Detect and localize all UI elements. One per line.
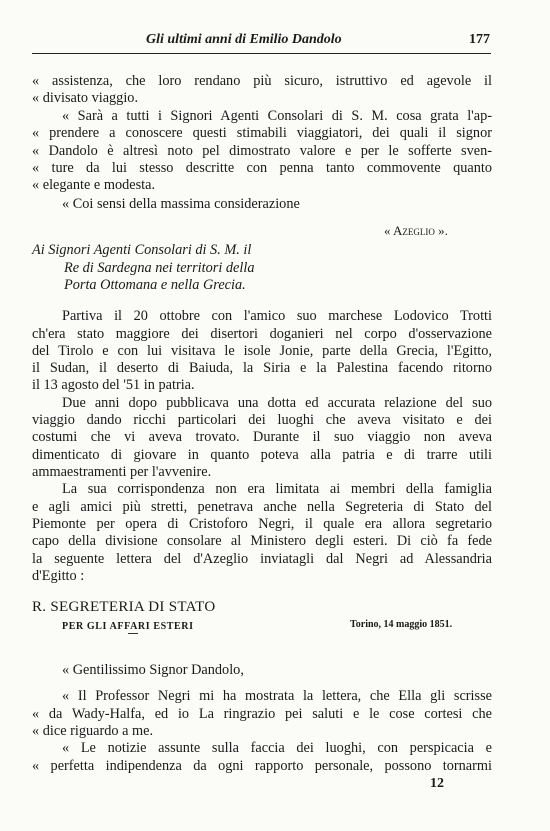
text-line: capo della divisione consolare al Ministero degli esteri. Di ciò fa fede (32, 533, 492, 549)
address-line: Re di Sardegna nei territori della (64, 260, 255, 276)
text-line: del Tirolo e con lui visitava le isole Jonie, parte della Grecia, l'Egitto, (32, 343, 492, 359)
letterhead-department: PER GLI AFFARI ESTERI (62, 621, 194, 632)
address-line: Ai Signori Agenti Consolari di S. M. il (32, 242, 252, 258)
letter-line: « perfetta indipendenza da ogni rapporto personale, possono tornarmi (32, 758, 492, 774)
text-line: la seguente lettera del d'Azeglio inviatagli dal Negri ad Alessandria (32, 551, 492, 567)
letterhead-rule (128, 633, 138, 634)
text-line: ammaestramenti per l'avvenire. (32, 464, 212, 480)
letter-line: « dice riguardo a me. (32, 723, 154, 739)
running-title: Gli ultimi anni di Emilio Dandolo (146, 32, 342, 47)
address-line: Porta Ottomana e nella Grecia. (64, 277, 246, 293)
page-number: 177 (469, 32, 490, 47)
letter-line: « da Wady-Halfa, ed io La ringrazio pei saluti e le cose cortesi che (32, 706, 492, 722)
text-line: La sua corrispondenza non era limitata ai membri della famiglia (62, 481, 492, 497)
text-line: « prendere a conoscere questi stimabili viaggiatori, dei quali il signor (32, 125, 492, 141)
text-line: « ture da lui stesso descritte con penna tanto commovente quanto (32, 160, 492, 176)
letter-line: « Il Professor Negri mi ha mostrata la lettera, che Ella gli scrisse (62, 688, 492, 704)
letter-line: « Le notizie assunte sulla faccia dei luoghi, con perspicacia e (62, 740, 492, 756)
signature-mark: 12 (430, 776, 444, 791)
text-line: Due anni dopo pubblicava una dotta ed accurata relazione del suo (62, 395, 492, 411)
letterhead-office: R. SEGRETERIA DI STATO (32, 599, 216, 615)
text-line: Partiva il 20 ottobre con l'amico suo marchese Lodovico Trotti (62, 308, 492, 324)
text-line: e agli amici più stretti, penetrava anche nella Segreteria di Stato del (32, 499, 492, 515)
header-rule (32, 53, 491, 54)
text-line: viaggio dando ricchi particolari dei luoghi che aveva visitato e dei (32, 412, 492, 428)
letter-line: « Gentilissimo Signor Dandolo, (62, 662, 244, 678)
text-line: « assistenza, che loro rendano più sicuro, istruttivo ed agevole il (32, 73, 492, 89)
text-line: « divisato viaggio. (32, 90, 139, 106)
text-line: costumi che vi aveva trovato. Durante il suo viaggio non aveva (32, 429, 492, 445)
text-line: « elegante e modesta. (32, 177, 156, 193)
text-line: « Sarà a tutti i Signori Agenti Consolari di S. M. cosa grata l'ap- (62, 108, 492, 124)
text-line: ch'era stato maggiore dei disertori doganieri nel corpo d'osservazione (32, 326, 492, 342)
text-line: « Dandolo è altresì noto pel dimostrato valore e per le sofferte sven- (32, 143, 492, 159)
signature: « Azeglio ». (384, 223, 448, 238)
running-header (32, 32, 490, 52)
letter-date: Torino, 14 maggio 1851. (350, 619, 453, 630)
text-line: dimenticato di giovare in quanto poteva alla patria e di trarre utili (32, 447, 492, 463)
text-line: il Sudan, il deserto di Baiuda, la Siria e la Palestina facendo ritorno (32, 360, 492, 376)
text-line: « Coi sensi della massima considerazione (62, 196, 300, 212)
text-line: Piemonte per opera di Cristoforo Negri, il quale era allora segretario (32, 516, 492, 532)
text-line: d'Egitto : (32, 568, 85, 584)
text-line: il 13 agosto del '51 in patria. (32, 377, 195, 393)
